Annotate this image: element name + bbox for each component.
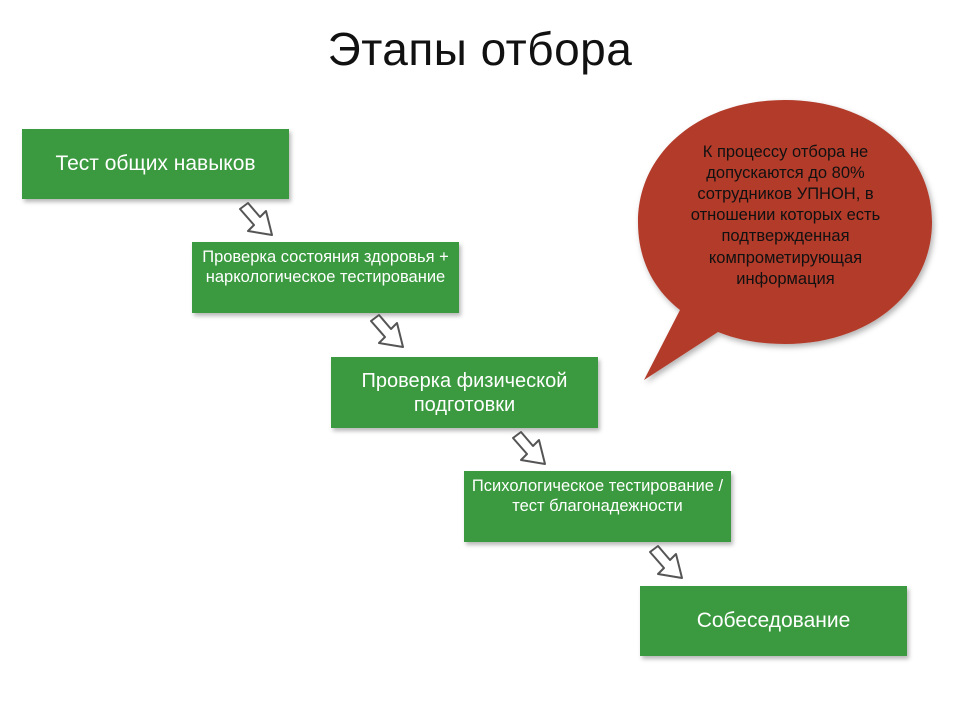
slide-title: Этапы отбора <box>327 23 633 75</box>
step-label: Психологическое тестирование / тест благонадежности <box>471 477 724 515</box>
arrow-down-right-icon <box>646 542 690 586</box>
step-label: Собеседование <box>696 609 851 633</box>
arrow-down-right-icon <box>509 428 553 472</box>
step-box-interview <box>640 586 907 656</box>
arrow-down-right-icon <box>236 199 280 243</box>
step-label: Проверка физической подготовки <box>361 369 568 416</box>
step-box-psychological-test <box>464 471 731 542</box>
step-label: Проверка состояния здоровья + наркологическое тестирование <box>202 248 449 286</box>
step-box-physical-fitness <box>331 357 598 428</box>
arrow-down-right-icon <box>367 311 411 355</box>
step-box-health-check <box>192 242 459 313</box>
callout-text: К процессу отбора не допускаются до 80% сотрудников УПНОН, в отношении которых есть подтвержденная компрометирующая информация <box>690 143 881 288</box>
step-label: Тест общих навыков <box>55 152 256 176</box>
step-box-skills-test <box>22 129 289 199</box>
